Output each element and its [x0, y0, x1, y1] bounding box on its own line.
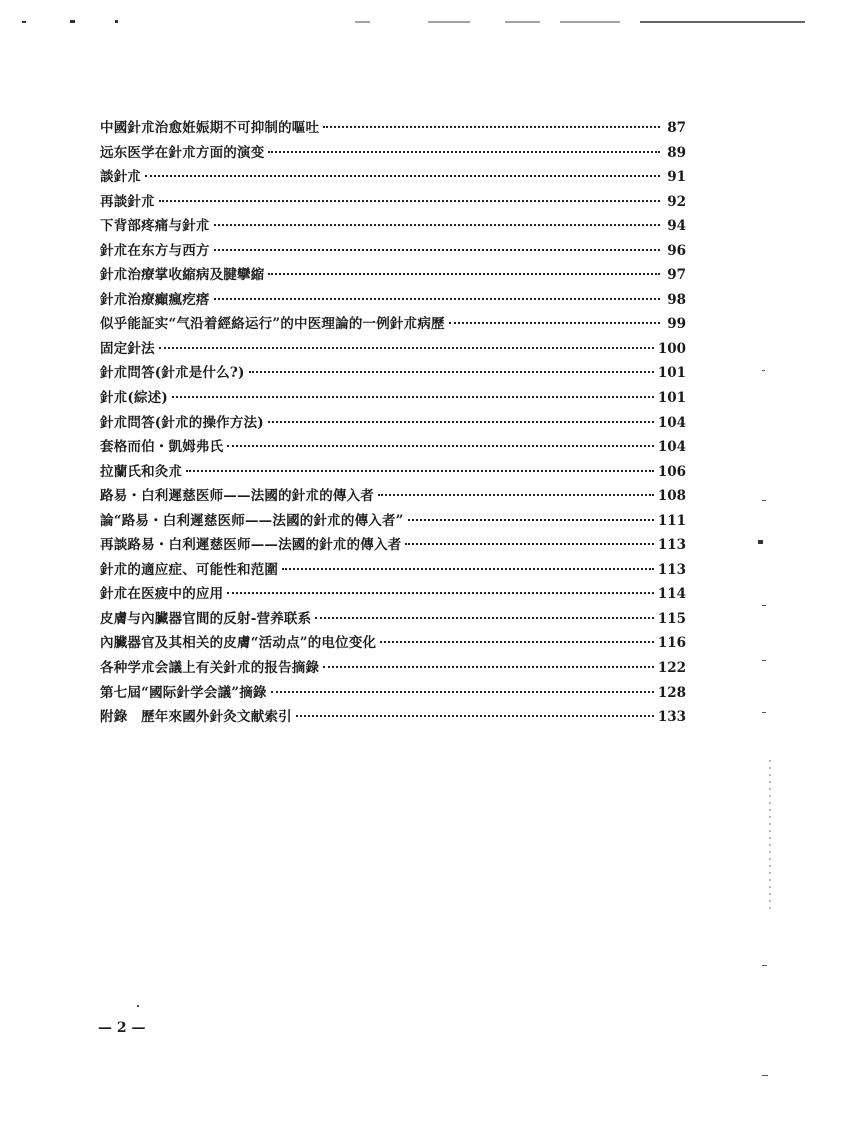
toc-entry-title: 談針朮 — [100, 169, 142, 186]
toc-entry-title: 再談路易・白利遲慈医师——法國的針朮的傳入者 — [100, 537, 402, 554]
toc-entry-page: 92 — [667, 193, 686, 210]
toc-entry — [100, 337, 686, 362]
toc-entry-title: 針朮在医疲中的应用 — [100, 586, 224, 603]
toc-entry-page: 89 — [667, 144, 686, 161]
toc-entry-title: 附錄 歷年來國外針灸文献索引 — [100, 709, 292, 726]
toc-entry-page: 122 — [657, 660, 686, 677]
toc-entry — [100, 533, 686, 558]
toc-entry-title: 再談針朮 — [100, 193, 155, 210]
toc-entry — [100, 558, 686, 583]
dot-leader — [214, 298, 660, 300]
toc-entry — [100, 484, 686, 509]
toc-entry — [100, 509, 686, 534]
toc-entry — [100, 411, 686, 436]
toc-entry — [100, 116, 686, 141]
toc-entry-title: 皮膚与內臟器官間的反射-营养联系 — [100, 610, 312, 627]
toc-entry — [100, 263, 686, 288]
toc-entry-page: 133 — [657, 709, 686, 726]
toc-entry-title: 各种学朮会議上有关針朮的报告摘錄 — [100, 660, 320, 677]
toc-entry-page: 91 — [667, 169, 686, 186]
toc-entry-page: 108 — [657, 488, 686, 505]
toc-entry-title: 套格而伯・凱姆弗氏 — [100, 439, 224, 456]
table-of-contents — [100, 116, 686, 730]
dot-leader — [323, 126, 660, 128]
dot-leader — [296, 715, 654, 717]
toc-entry — [100, 631, 686, 656]
toc-entry — [100, 190, 686, 215]
toc-entry-page: 104 — [657, 414, 686, 431]
toc-entry-title: 拉蘭氏和灸朮 — [100, 463, 183, 480]
toc-entry-title: 似乎能証实“气沿着經絡运行”的中医理論的一例針朮病歷 — [100, 316, 445, 333]
toc-entry-page: 113 — [657, 537, 686, 554]
toc-entry — [100, 705, 686, 730]
toc-entry-title: 針朮(綜述) — [100, 390, 168, 407]
toc-entry-title: 針朮問答(針朮是什么?) — [100, 365, 245, 382]
toc-entry-title: 針朮治療癲瘋疙瘩 — [100, 291, 210, 308]
dot-leader — [172, 396, 654, 398]
toc-entry-title: 第七屆“國际針学会議”摘錄 — [100, 684, 267, 701]
dot-leader — [268, 273, 660, 275]
toc-entry — [100, 141, 686, 166]
dot-leader — [315, 617, 654, 619]
dot-leader — [214, 249, 660, 251]
toc-entry — [100, 460, 686, 485]
toc-entry — [100, 656, 686, 681]
toc-entry-title: 針朮的適应症、可能性和范圍 — [100, 561, 279, 578]
toc-entry — [100, 288, 686, 313]
toc-entry-page: 96 — [667, 242, 686, 259]
toc-entry — [100, 312, 686, 337]
toc-entry-page: 111 — [657, 512, 686, 529]
toc-entry-page: 115 — [657, 610, 686, 627]
dot-leader — [282, 568, 654, 570]
page-number: — 2 — — [98, 1020, 146, 1036]
toc-entry — [100, 386, 686, 411]
dot-leader — [380, 641, 654, 643]
toc-entry-title: 固定針法 — [100, 340, 155, 357]
toc-entry-title: 論“路易・白利遲慈医师——法國的針朮的傳入者” — [100, 512, 404, 529]
toc-entry — [100, 681, 686, 706]
toc-entry — [100, 435, 686, 460]
toc-entry-page: 101 — [657, 365, 686, 382]
dot-leader — [249, 371, 654, 373]
dot-leader — [145, 175, 660, 177]
toc-entry-page: 97 — [667, 267, 686, 284]
toc-entry-title: 下背部疼痛与針朮 — [100, 218, 210, 235]
toc-entry-page: 128 — [657, 684, 686, 701]
dot-leader — [268, 421, 654, 423]
toc-entry-page: 116 — [657, 635, 686, 652]
dot-leader — [323, 666, 654, 668]
toc-entry-page: 87 — [667, 120, 686, 136]
toc-entry-page: 104 — [657, 439, 686, 456]
toc-entry-page: 99 — [667, 316, 686, 333]
dot-leader — [159, 200, 660, 202]
dot-leader — [408, 519, 654, 521]
toc-entry — [100, 582, 686, 607]
dot-leader — [159, 347, 654, 349]
dot-leader — [214, 224, 660, 226]
toc-entry-page: 98 — [667, 291, 686, 308]
dot-leader — [186, 470, 654, 472]
toc-entry-page: 106 — [657, 463, 686, 480]
toc-entry-title: 針朮問答(針朮的操作方法) — [100, 414, 264, 431]
dot-leader — [227, 592, 654, 594]
toc-entry-title: 針朮在东方与西方 — [100, 242, 210, 259]
toc-entry-page: 114 — [657, 586, 686, 603]
dot-leader — [271, 691, 654, 693]
toc-entry-title: 远东医学在針朮方面的演变 — [100, 144, 265, 161]
dot-leader — [227, 445, 654, 447]
toc-entry-title: 路易・白利遲慈医师——法國的針朮的傳入者 — [100, 488, 374, 505]
toc-entry-page: 94 — [667, 218, 686, 235]
dot-leader — [268, 151, 660, 153]
toc-entry-page: 113 — [657, 561, 686, 578]
toc-entry — [100, 607, 686, 632]
scan-top-strip — [0, 0, 866, 40]
toc-entry-title: 內臟器官及其相关的皮膚“活动点”的电位变化 — [100, 635, 377, 652]
toc-entry — [100, 214, 686, 239]
toc-entry — [100, 361, 686, 386]
scan-marks-decoration — [0, 0, 866, 40]
toc-entry-page: 100 — [657, 340, 686, 357]
toc-entry — [100, 239, 686, 264]
toc-entry-title: 中國針朮治愈姙娠期不可抑制的嘔吐 — [100, 120, 320, 136]
dot-leader — [378, 494, 654, 496]
toc-entry-page: 101 — [657, 390, 686, 407]
dot-leader — [449, 322, 660, 324]
toc-entry — [100, 165, 686, 190]
toc-entry-title: 針朮治療掌收縮病及腱攣縮 — [100, 267, 265, 284]
dot-leader — [405, 543, 653, 545]
